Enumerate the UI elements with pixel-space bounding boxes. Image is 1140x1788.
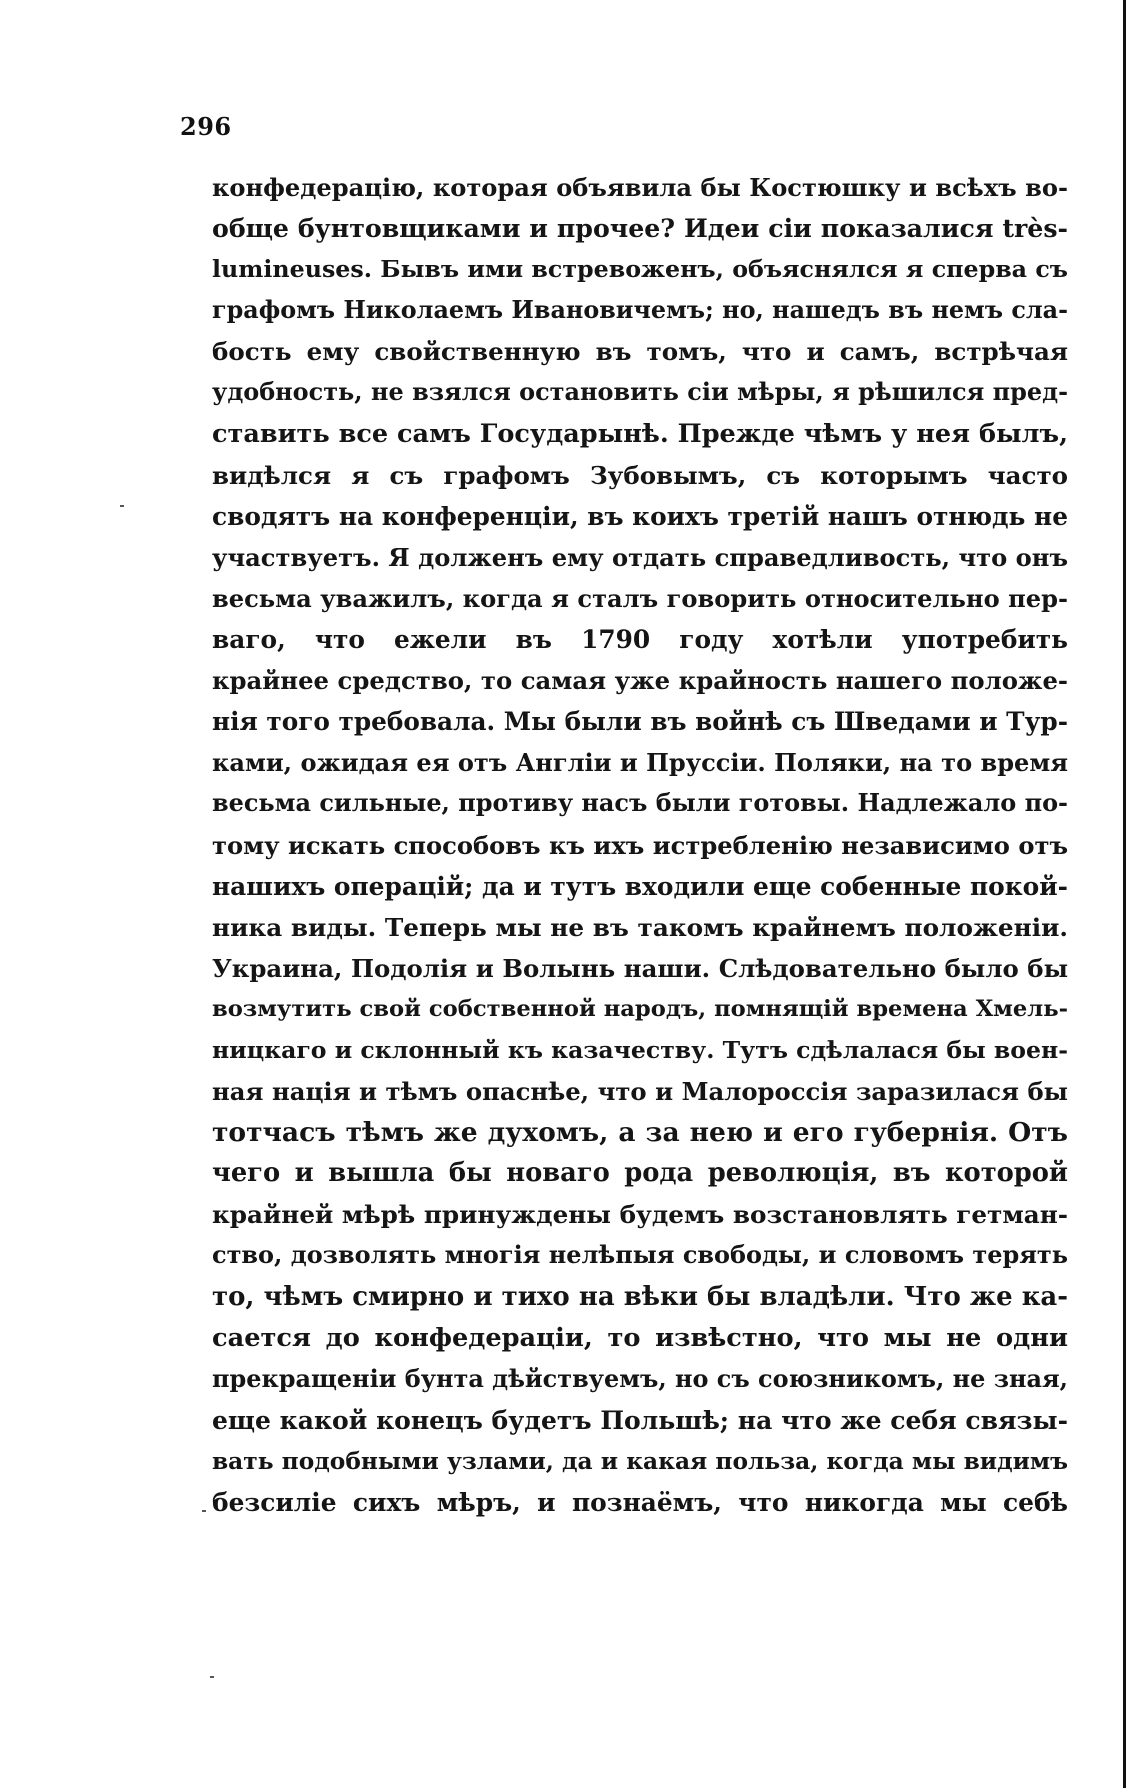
text-line: тому искать способовъ къ ихъ истребленію независимо отъ — [212, 830, 1068, 860]
text-line: lumineuses. Бывъ ими встревоженъ, объяснялся я сперва съ — [212, 255, 1068, 284]
text-line: вать подобными узлами, да и какая польза, когда мы видимъ — [212, 1447, 1068, 1475]
page-number: 296 — [180, 112, 232, 141]
text-line: бость ему свойственную въ томъ, что и самъ, встрѣчая — [212, 337, 1068, 367]
text-line: удобность, не взялся остановить сіи мѣры, я рѣшился пред- — [212, 378, 1068, 407]
text-line: ство, дозволять многія нелѣпыя свободы, и словомъ терять — [212, 1241, 1068, 1270]
text-line: то, чѣмъ смирно и тихо на вѣки бы владѣли. Что же ка- — [212, 1281, 1068, 1312]
text-line: нія того требовала. Мы были въ войнѣ съ Шведами и Тур- — [212, 707, 1068, 737]
text-line: ками, ожидая ея отъ Англіи и Пруссіи. Поляки, на то время — [212, 748, 1068, 778]
text-line: возмутить свой собственной народъ, помнящій времена Хмель- — [212, 995, 1068, 1022]
scan-speck — [120, 505, 124, 507]
page-binding-edge — [1123, 0, 1126, 1788]
text-line: ставить все самъ Государынѣ. Прежде чѣмъ у нея былъ, — [212, 418, 1068, 449]
text-line: безсиліе сихъ мѣръ, и познаёмъ, что никогда мы себѣ — [212, 1488, 1068, 1517]
text-line: нашихъ операцій; да и тутъ входили еще собенные покой- — [212, 871, 1068, 901]
text-line: обще бунтовщиками и прочее? Идеи сіи показалися très- — [212, 213, 1068, 244]
text-line: сводятъ на конференціи, въ коихъ третій нашъ отнюдь не — [212, 501, 1068, 531]
text-line: ницкаго и склонный къ казачеству. Тутъ сдѣлалася бы воен- — [212, 1035, 1068, 1064]
scan-speck — [202, 1510, 206, 1512]
text-line: видѣлся я съ графомъ Зубовымъ, съ которымъ часто — [212, 460, 1068, 490]
text-line: сается до конфедераціи, то извѣстно, что мы не одни — [212, 1322, 1068, 1353]
text-line: чего и вышла бы новаго рода революція, въ которой — [212, 1158, 1068, 1189]
text-line: еще какой конецъ будетъ Польшѣ; на что же себя связы- — [212, 1404, 1068, 1435]
text-line: тотчасъ тѣмъ же духомъ, а за нею и его губернія. Отъ — [212, 1117, 1068, 1149]
text-line: крайнее средство, то самая уже крайность нашего положе- — [212, 666, 1068, 696]
text-line: ника виды. Теперь мы не въ такомъ крайнемъ положеніи. — [212, 912, 1068, 942]
text-line: весьма уважилъ, когда я сталъ говорить относительно пер- — [212, 583, 1068, 613]
text-line: участвуетъ. Я долженъ ему отдать справедливость, что онъ — [212, 542, 1068, 572]
text-line: ваго, что ежели въ 1790 году хотѣли употребить — [212, 625, 1068, 655]
text-line: прекращеніи бунта дѣйствуемъ, но съ союзникомъ, не зная, — [212, 1364, 1068, 1393]
text-line: Украина, Подолія и Волынь наши. Слѣдовательно было бы — [212, 953, 1068, 983]
text-line: ная нація и тѣмъ опаснѣе, что и Малороссія заразилася бы — [212, 1077, 1068, 1107]
text-line: весьма сильные, противу насъ были готовы. Надлежало по- — [212, 789, 1068, 818]
text-line: крайней мѣрѣ принуждены будемъ возстановлять гетман- — [212, 1200, 1068, 1230]
text-line: конфедерацію, которая объявила бы Костюшку и всѣхъ во- — [212, 173, 1068, 202]
body-text — [212, 167, 1068, 1523]
text-line: графомъ Николаемъ Ивановичемъ; но, нашедъ въ немъ сла- — [212, 296, 1068, 325]
scan-speck — [210, 1676, 214, 1678]
